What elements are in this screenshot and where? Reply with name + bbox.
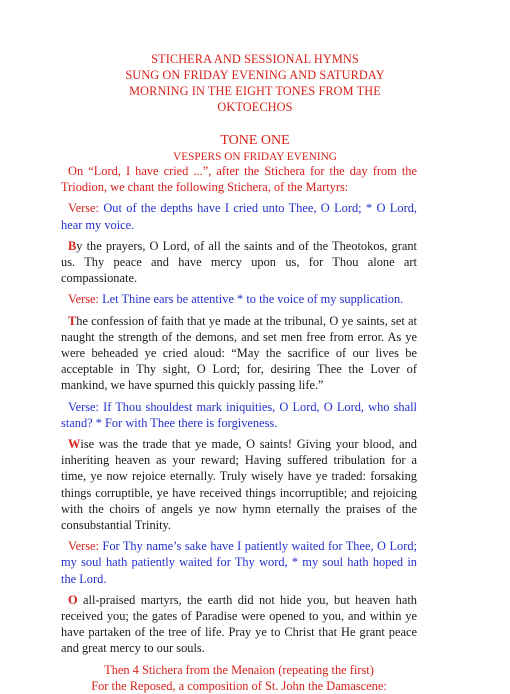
tone-title: TONE ONE [220,133,290,148]
tone-subtitle: VESPERS ON FRIDAY EVENING [173,151,337,163]
title-line: OKTOECHOS [217,100,293,114]
document-title [0,51,510,115]
verse: Verse: If Thou shouldest mark iniquities, O Lord, O Lord, who shall stand? * For with Thee there is forgiveness. [61,399,417,430]
hymn-text: ise was the trade that ye made, O saints! Giving your blood, and inheriting heaven as your reward; Having suffered tribulation for a time, ye now rejoice eternally. Truly wisely have ye traded: forsaking things corruptible, ye have received things incorruptible; and rejoicing with the choirs of angels ye now hymn eternally the praises of the consubstantial Trinity. [61,437,417,533]
drop-cap: W [68,437,81,452]
hymn-paragraph [61,313,417,394]
drop-cap: T [68,313,77,328]
hymn-text: y the prayers, O Lord, of all the saints and of the Theotokos, grant us. Thy peace and have mercy upon us, for Thou alone art compassionate. [61,238,417,286]
drop-cap: O [68,592,78,607]
rubric-line: For the Reposed, a composition of St. John the Damascene: [91,678,387,693]
hymn-paragraph [61,238,417,287]
title-line: SUNG ON FRIDAY EVENING AND SATURDAY [125,68,385,82]
drop-cap: B [68,238,77,253]
title-line: STICHERA AND SESSIONAL HYMNS [151,52,359,66]
verse-text: Let Thine ears be attentive * to the voice of my supplication. [102,292,404,307]
title-line: MORNING IN THE EIGHT TONES FROM THE [129,84,381,98]
rubric-line: Then 4 Stichera from the Menaion (repeating the first) [104,662,374,677]
hymn-text: he confession of faith that ye made at the tribunal, O ye saints, set at naught the strength of the demons, and set men free from error. As ye were beheaded ye cried aloud: “May the sacrifice of our lives be acceptable in Thy sight, O Lord; for, desiring Thee the Lover of mankind, we have spurned this quickly passing life.” [61,313,417,393]
verse-label: Verse: [68,292,103,307]
verse-text: Out of the depths have I cried unto Thee, O Lord; * O Lord, hear my voice. [61,201,417,232]
verse-label: Verse: [68,539,103,554]
verse-text: For Thy name’s sake have I patiently waited for Thee, O Lord; my soul hath patiently waited for Thy word, * my soul hath hoped in the Lord. [61,539,417,586]
section-heading [0,132,510,164]
verse-label: Verse: [68,201,99,216]
verse [61,200,417,232]
hymn-paragraph [61,592,417,657]
verse [61,538,417,587]
intro-rubric: On “Lord, I have cried ...”, after the Stichera for the day from the Triodion, we chant the following Stichera, of the Martyrs: [61,164,417,195]
hymn-text: all-praised martyrs, the earth did not hide you, but heaven hath received you; the gates of Paradise were opened to you, and within ye have partaken of the tree of life. Pray ye to Christ that He grant peace and great mercy to our souls. [61,592,417,656]
hymn-paragraph [61,436,417,533]
verse [61,291,417,307]
document-body [61,163,417,694]
